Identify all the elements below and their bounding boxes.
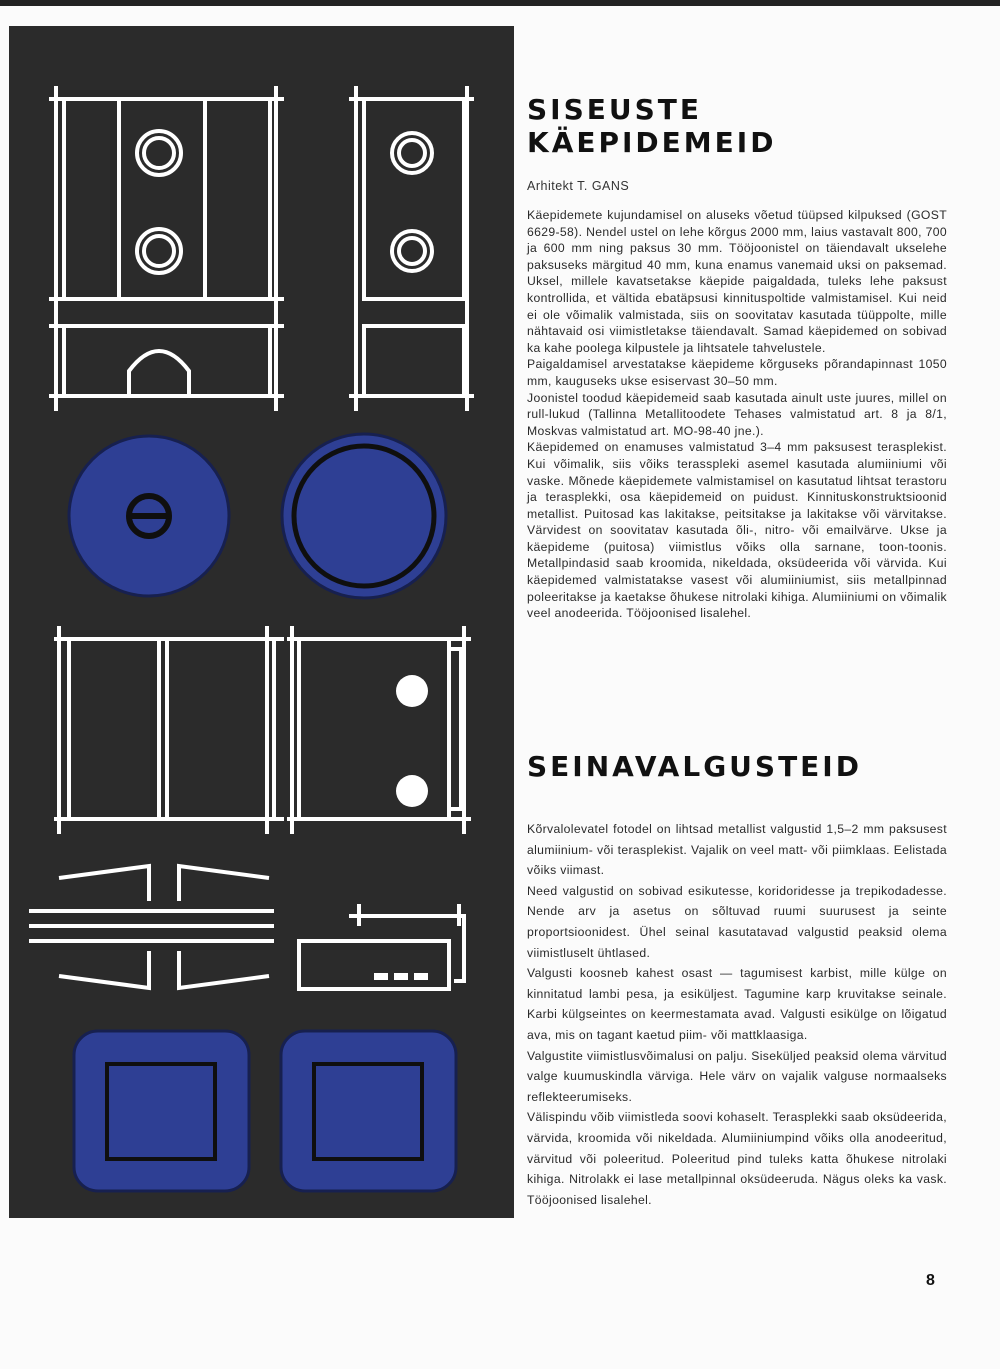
handle-drawing-1 — [49, 86, 284, 411]
paragraph: Paigaldamisel arvestatakse käepideme kõrguseks põrandapinnast 1050 mm, kauguseks ukse esiservast 30–50 mm. — [527, 357, 947, 388]
handle-drawing-4 — [287, 626, 471, 834]
handle-drawing-2 — [349, 86, 474, 411]
handle-drawing-6 — [299, 904, 464, 989]
paragraph: Välispindu võib viimistleda soovi kohaselt. Terasplekki saab oksüdeerida, värvida, kroomida või nikeldada. Alumiiniumpind võiks olla anodeeritud, värvitud või poleeritud. Poleeritud pind tuleks katta õhukese nitrolaki kihiga. Nitrolakk ei lase metallpinnal oksüdeeruda. Nägus oleks ka vask. Tööjoonised lisalehel. — [527, 1110, 947, 1207]
paragraph: Kõrvalolevatel fotodel on lihtsad metallist valgustid 1,5–2 mm paksusest alumiinium- või terasplekist. Vajalik on veel matt- või piimklaas. Eelistada võiks viimast. — [527, 822, 947, 878]
paragraph: Käepidemed on enamuses valmistatud 3–4 mm paksusest terasplekist. Kui võimalik, siis võiks terasspleki asemel kasutada alumiiniumi või vaske. Mõnede käepidemete valmistamisel on kasutatud lihtsat terastoru ja terasplekki, osa käepidemeid on puidust. Kinnituskonstruktsioonid metallist. Puitosad kas lakitakse, peitsitakse ja lakitakse või värvitakse. Värvidest on soovitatav kasutada õli-, nitro- või emailvärve. Ukse ja käepideme (puitosa) viimistlus võiks olla sarnane, toon-toonis. Metallpindasid saab kroomida, nikeldada, oksüdeerida või värvida. Kui käepidemed valmistatakse vasest või alumiiniumist, siis metallpinnad poleeritakse ja kaetakse õhukese nitrolaki kihiga. Alumiiniumi on võimalik veel anodeerida. Tööjoonised lisalehel. — [527, 440, 947, 621]
top-edge-line — [0, 0, 1000, 6]
paragraph: Käepidemete kujundamisel on aluseks võetud tüüpsed kilpuksed (GOST 6629-58). Nendel ustel on lehe kõrgus 2000 mm, laius vastavalt 800, 700 ja 600 mm ning paksus 30 mm. Tööjoonistel on täiendavalt ukselehe paksuseks märgitud 40 mm, kuna enamus vanemaid uksi on paksemad. Uksel, millele kavatsetakse käepide paigaldada, tuleks lehe paksust kontrollida, et vältida ebatäpsusi kinnituspoltide valmistamisel. Kui neid ei ole võimalik valmistada, siis on soovitatav kasutada tüüppolte, mille nähtavaid osi viimistletakse täiendavalt. Samad käepidemed on sobivad ka kahe poolega kilpustele ja lihtsatele tahvelustele. — [527, 208, 947, 355]
handle-drawings — [9, 26, 514, 1218]
square-lamp-2 — [281, 1031, 456, 1191]
square-lamp-1 — [74, 1031, 249, 1191]
round-knob-2 — [282, 434, 446, 598]
paragraph: Valgustite viimistlusvõimalusi on palju. Siseküljed peaksid olema värvitud valge kuumuskindla värviga. Hele värv on vajalik valguse normaalseks reflekteerumiseks. — [527, 1048, 947, 1104]
round-knob-1 — [69, 436, 229, 596]
handle-drawing-5 — [29, 866, 274, 988]
illustration-panel — [9, 26, 514, 1218]
page-number: 8 — [926, 1272, 935, 1289]
article-author: Arhitekt T. GANS — [527, 179, 630, 193]
article-title: SEINAVALGUSTEID — [527, 750, 862, 783]
article-door-handles — [527, 93, 947, 622]
article-wall-lights — [527, 750, 947, 1210]
article-title: SISEUSTE KÄEPIDEMEID — [527, 93, 777, 159]
article-body — [527, 819, 947, 1210]
paragraph: Need valgustid on sobivad esikutesse, koridoridesse ja trepikodadesse. Nende arv ja asetus on sõltuvad ruumi suurusest ja seinte proportsioonidest. Ühel seinal kasutatavad valgustid peaksid olema viimistluselt ühtlased. — [527, 883, 947, 960]
paragraph: Valgusti koosneb kahest osast — tagumisest karbist, mille külge on kinnitatud lambi pesa, ja esiküljest. Tagumine karp kruvitakse seinale. Karbi külgseintes on keermestamata avad. Valgusti esikülge on lõigatud ava, mis on tagant kaetud piim- või mattklaasiga. — [527, 966, 947, 1042]
handle-drawing-3 — [54, 626, 284, 834]
article-body — [527, 207, 947, 622]
paragraph: Joonistel toodud käepidemeid saab kasutada ainult uste juures, millel on rull-lukud (Tallinna Metallitoodete Tehases valmistatud art. 8 ja 8/1, Moskvas valmistatud art. MO-98-40 jne.). — [527, 390, 947, 438]
